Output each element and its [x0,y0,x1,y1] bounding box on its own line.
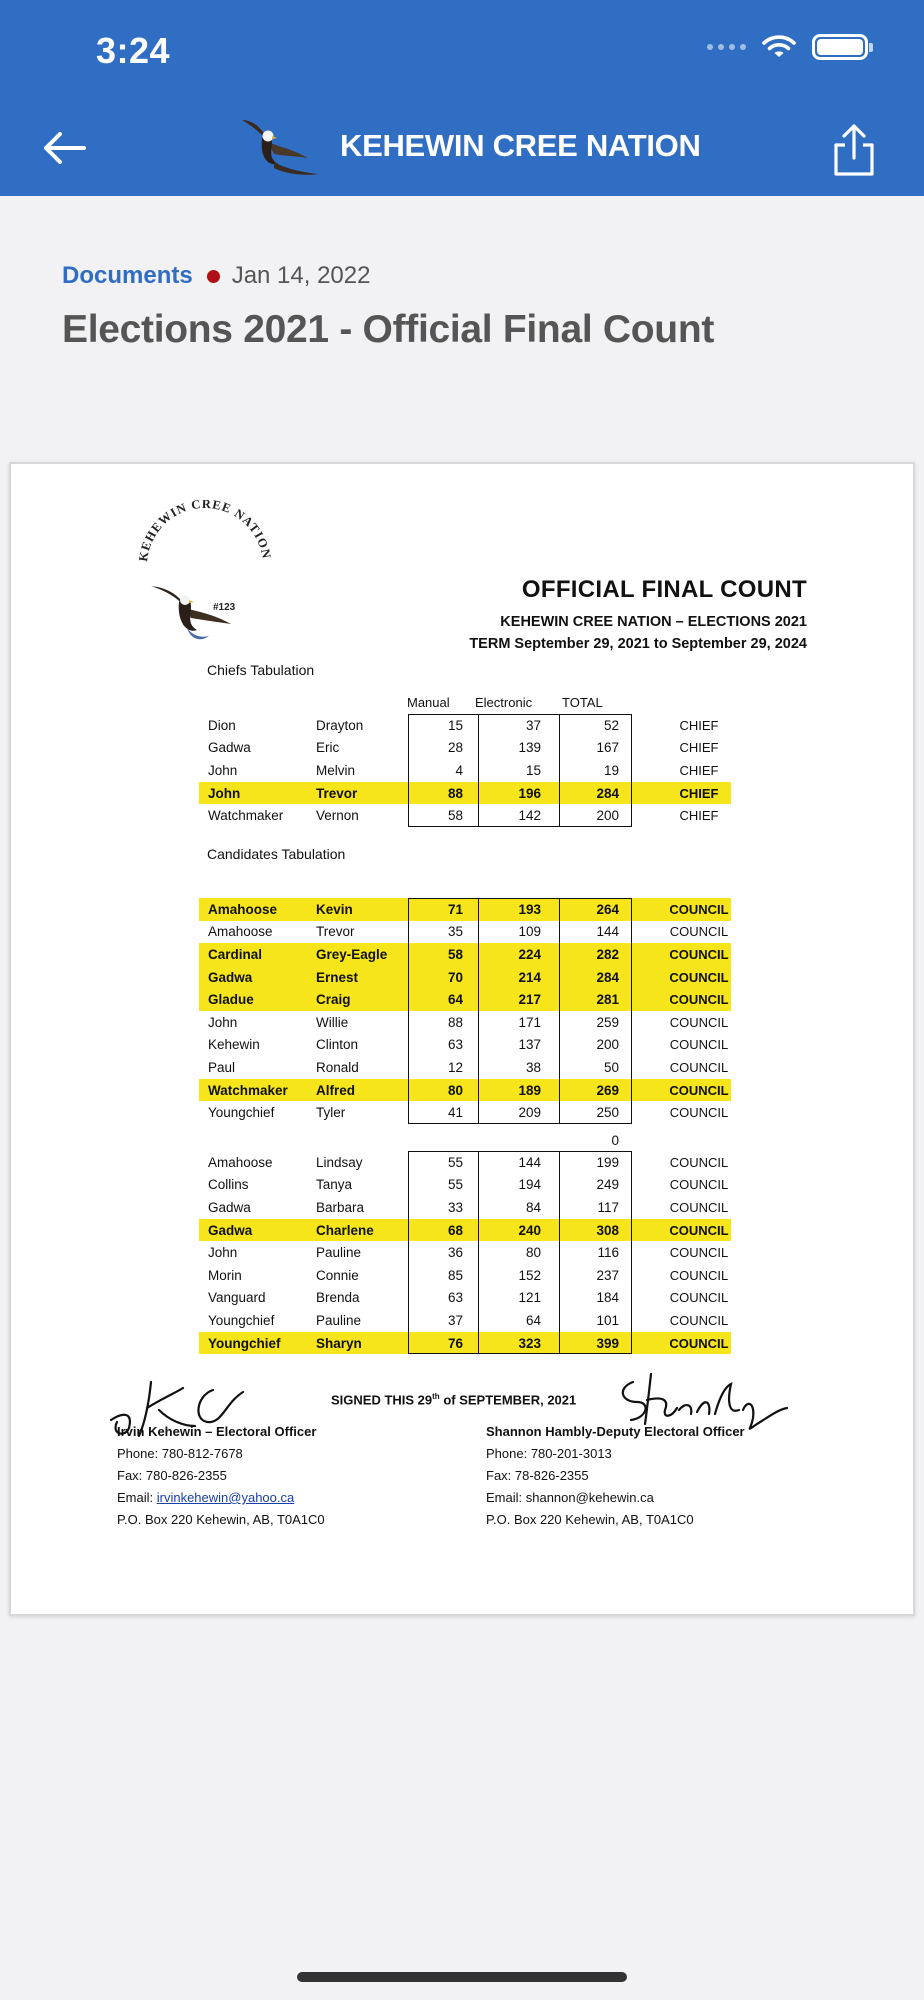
email-link[interactable]: irvinkehewin@yahoo.ca [156,1490,295,1505]
candidate-role: COUNCIL [669,969,729,985]
electronic-votes: 214 [518,969,541,985]
manual-votes: 63 [447,1037,463,1053]
electronic-votes: 193 [518,901,541,917]
manual-votes: 70 [447,969,463,985]
candidate-first-name: Ronald [316,1059,359,1075]
electronic-votes: 217 [518,992,541,1008]
electronic-votes: 64 [525,1312,541,1328]
kehewin-seal [129,500,279,650]
total-votes: 167 [596,740,619,756]
cellular-signal-icon [707,44,746,50]
deputy-officer-contact: Shannon Hambly-Deputy Electoral Officer Phone: 780-201-3013 Fax: 78-826-2355 Email: shannon@kehewin.ca P.O. Box 220 Kehewin, AB, T0A1C0 [486,1424,745,1527]
total-votes: 399 [596,1335,619,1351]
table-row [199,988,731,1011]
manual-votes: 15 [447,717,463,733]
total-votes: 282 [596,946,619,962]
table-row [199,943,731,966]
candidate-first-name: Charlene [316,1222,374,1238]
manual-votes: 63 [447,1290,463,1306]
total-votes: 308 [596,1222,619,1238]
chiefs-label: Chiefs Tabulation [207,662,315,678]
candidate-last-name: Cardinal [208,946,263,962]
table-row [199,1056,731,1079]
total-votes: 237 [596,1267,619,1283]
candidates-label: Candidates Tabulation [207,846,346,862]
total-votes: 50 [603,1059,619,1075]
table-row [199,966,731,989]
candidate-first-name: Trevor [316,924,355,940]
document-image[interactable] [9,462,915,1616]
table-row [199,921,731,944]
candidate-role: CHIEF [679,717,719,733]
document-term: TERM September 29, 2021 to September 29, 2024 [469,636,807,652]
manual-votes: 88 [447,785,463,801]
manual-votes: 12 [447,1059,463,1075]
electronic-votes: 37 [525,717,541,733]
candidate-role: COUNCIL [669,901,729,917]
candidate-last-name: John [208,1014,238,1030]
app-title: KEHEWIN CREE NATION [340,128,701,163]
eagle-logo [238,112,320,180]
candidate-role: COUNCIL [669,1267,729,1283]
home-indicator[interactable] [297,1972,627,1982]
candidate-role: CHIEF [679,808,719,824]
total-votes: 184 [596,1290,619,1306]
candidate-first-name: Craig [316,992,351,1008]
total-votes: 250 [596,1105,619,1121]
electronic-votes: 142 [518,808,541,824]
back-button[interactable] [36,118,92,178]
total-votes: 284 [596,969,619,985]
candidate-first-name: Vernon [316,808,359,824]
article-date: Jan 14, 2022 [231,262,371,289]
candidate-role: COUNCIL [669,1059,729,1075]
battery-icon [812,34,868,60]
candidate-role: COUNCIL [669,1014,729,1030]
electronic-votes: 152 [518,1267,541,1283]
table-row [199,1034,731,1057]
table-row [199,1332,731,1355]
candidate-last-name: Morin [208,1267,242,1283]
table-row [199,1174,731,1197]
manual-votes: 4 [455,762,463,778]
stray-zero: 0 [611,1132,619,1148]
manual-votes: 68 [447,1222,463,1238]
stray-zero-row [199,1129,619,1152]
candidate-first-name: Sharyn [316,1335,362,1351]
wifi-icon [762,34,796,60]
candidate-role: COUNCIL [669,946,729,962]
candidate-first-name: Alfred [316,1082,356,1098]
total-votes: 200 [596,1037,619,1053]
back-arrow-icon [40,130,88,166]
table-row [199,1101,731,1124]
manual-votes: 37 [447,1312,463,1328]
column-electronic: Electronic [475,695,533,710]
candidate-first-name: Pauline [316,1312,362,1328]
manual-votes: 55 [447,1177,463,1193]
candidate-role: COUNCIL [669,1082,729,1098]
table-row [199,898,731,921]
manual-votes: 58 [447,808,463,824]
status-time: 3:24 [96,30,171,71]
candidate-role: COUNCIL [669,924,729,940]
candidate-first-name: Lindsay [316,1154,363,1170]
article-meta [62,262,370,290]
electronic-votes: 84 [525,1199,541,1215]
candidate-first-name: Connie [316,1267,359,1283]
candidate-first-name: Melvin [316,762,356,778]
total-votes: 284 [596,785,619,801]
total-votes: 19 [603,762,619,778]
electoral-officer-contact: Irvin Kehewin – Electoral Officer Phone: 780-812-7678 Fax: 780-826-2355 Email: irvinkehewin@yahoo.ca P.O. Box 220 Kehewin, AB, T0A1C0 [117,1424,325,1527]
candidate-last-name: Amahoose [208,1154,273,1170]
table-row [199,1079,731,1102]
table-row [199,804,731,827]
candidate-last-name: Paul [208,1059,236,1075]
electronic-votes: 109 [518,924,541,940]
candidate-role: COUNCIL [669,1037,729,1053]
total-votes: 249 [596,1177,619,1193]
manual-votes: 58 [447,946,463,962]
candidate-first-name: Drayton [316,717,364,733]
manual-votes: 33 [447,1199,463,1215]
candidate-role: COUNCIL [669,1222,729,1238]
candidate-last-name: Watchmaker [208,808,284,824]
candidate-last-name: Kehewin [208,1037,260,1053]
manual-votes: 80 [447,1082,463,1098]
total-votes: 259 [596,1014,619,1030]
candidate-last-name: Gladue [208,992,254,1008]
total-votes: 281 [596,992,619,1008]
manual-votes: 41 [447,1105,463,1121]
candidate-last-name: Gadwa [208,1222,253,1238]
manual-votes: 64 [447,992,463,1008]
candidate-role: CHIEF [679,762,719,778]
document-title: OFFICIAL FINAL COUNT [521,576,807,603]
column-manual: Manual [407,695,450,710]
manual-votes: 88 [447,1014,463,1030]
manual-votes: 36 [447,1245,463,1261]
app-header [0,0,924,196]
electronic-votes: 224 [518,946,541,962]
article-title: Elections 2021 - Official Final Count [62,308,715,351]
electronic-votes: 38 [525,1059,541,1075]
manual-votes: 28 [447,740,463,756]
candidate-last-name: Amahoose [208,924,273,940]
candidate-role: COUNCIL [669,1105,729,1121]
meta-separator-dot [207,270,220,283]
table-row [199,759,731,782]
candidate-role: CHIEF [679,740,719,756]
table-row [199,1011,731,1034]
electronic-votes: 139 [518,740,541,756]
seal-number: #123 [213,602,236,613]
total-votes: 52 [603,717,619,733]
candidate-first-name: Eric [316,740,340,756]
document-heading [469,576,807,652]
candidate-last-name: Gadwa [208,740,251,756]
table-row [199,737,731,760]
candidate-role: COUNCIL [669,1177,729,1193]
candidate-last-name: Collins [208,1177,249,1193]
total-votes: 200 [596,808,619,824]
candidate-first-name: Grey-Eagle [316,946,388,962]
electronic-votes: 196 [518,785,541,801]
total-votes: 101 [596,1312,619,1328]
candidate-last-name: Youngchief [208,1312,275,1328]
electronic-votes: 121 [518,1290,541,1306]
candidate-last-name: Youngchief [208,1335,281,1351]
manual-votes: 71 [447,901,463,917]
candidate-first-name: Clinton [316,1037,359,1053]
svg-text:KEHEWIN CREE NATION [136,500,274,562]
electronic-votes: 15 [525,762,541,778]
electronic-votes: 194 [518,1177,541,1193]
seal-text: KEHEWIN CREE NATION [136,500,274,563]
candidate-first-name: Tanya [316,1177,353,1193]
table-row [199,1287,731,1310]
total-votes: 144 [596,924,619,940]
table-row [199,1309,731,1332]
manual-votes: 35 [447,924,463,940]
candidate-last-name: Watchmaker [208,1082,288,1098]
electronic-votes: 209 [518,1105,541,1121]
total-votes: 199 [596,1154,619,1170]
manual-votes: 55 [447,1154,463,1170]
candidate-first-name: Kevin [316,901,353,917]
candidate-first-name: Willie [316,1014,349,1030]
electronic-votes: 189 [518,1082,541,1098]
total-votes: 269 [596,1082,619,1098]
electronic-votes: 323 [518,1335,541,1351]
candidate-last-name: Youngchief [208,1105,275,1121]
candidate-role: COUNCIL [669,1199,729,1215]
candidate-role: COUNCIL [669,1290,729,1306]
column-total: TOTAL [562,695,603,710]
electronic-votes: 137 [518,1037,541,1053]
candidate-first-name: Trevor [316,785,358,801]
candidate-role: COUNCIL [669,992,729,1008]
electronic-votes: 240 [518,1222,541,1238]
candidate-first-name: Ernest [316,969,359,985]
document-subtitle: KEHEWIN CREE NATION – ELECTIONS 2021 [500,614,807,630]
total-votes: 116 [597,1245,619,1261]
table-row [199,1196,731,1219]
candidate-last-name: Vanguard [208,1290,266,1306]
table-row [199,1219,731,1242]
candidate-role: COUNCIL [669,1245,729,1261]
candidate-last-name: Gadwa [208,1199,251,1215]
electronic-votes: 144 [518,1154,541,1170]
candidate-first-name: Tyler [316,1105,346,1121]
total-votes: 117 [597,1199,619,1215]
candidate-first-name: Pauline [316,1245,362,1261]
candidate-last-name: Gadwa [208,969,253,985]
candidate-first-name: Brenda [316,1290,360,1306]
candidate-last-name: Amahoose [208,901,278,917]
share-icon [831,123,877,177]
electronic-votes: 80 [525,1245,541,1261]
candidate-role: COUNCIL [669,1335,729,1351]
manual-votes: 76 [447,1335,463,1351]
total-votes: 264 [596,901,619,917]
category-link[interactable]: Documents [62,262,193,289]
table-row [199,714,731,737]
table-row [199,1151,731,1174]
candidate-role: COUNCIL [669,1154,729,1170]
status-icons [707,34,868,60]
table-row [199,782,731,805]
candidate-first-name: Barbara [316,1199,365,1215]
signed-date: SIGNED THIS 29th of SEPTEMBER, 2021 [331,1392,577,1408]
table-row [199,1264,731,1287]
electronic-votes: 171 [518,1014,541,1030]
table-row [199,1241,731,1264]
candidate-last-name: John [208,762,238,778]
candidate-last-name: Dion [208,717,236,733]
candidate-last-name: John [208,785,241,801]
candidate-last-name: John [208,1245,238,1261]
manual-votes: 85 [447,1267,463,1283]
candidate-role: COUNCIL [669,1312,729,1328]
share-button[interactable] [824,118,884,182]
candidate-role: CHIEF [679,785,719,801]
